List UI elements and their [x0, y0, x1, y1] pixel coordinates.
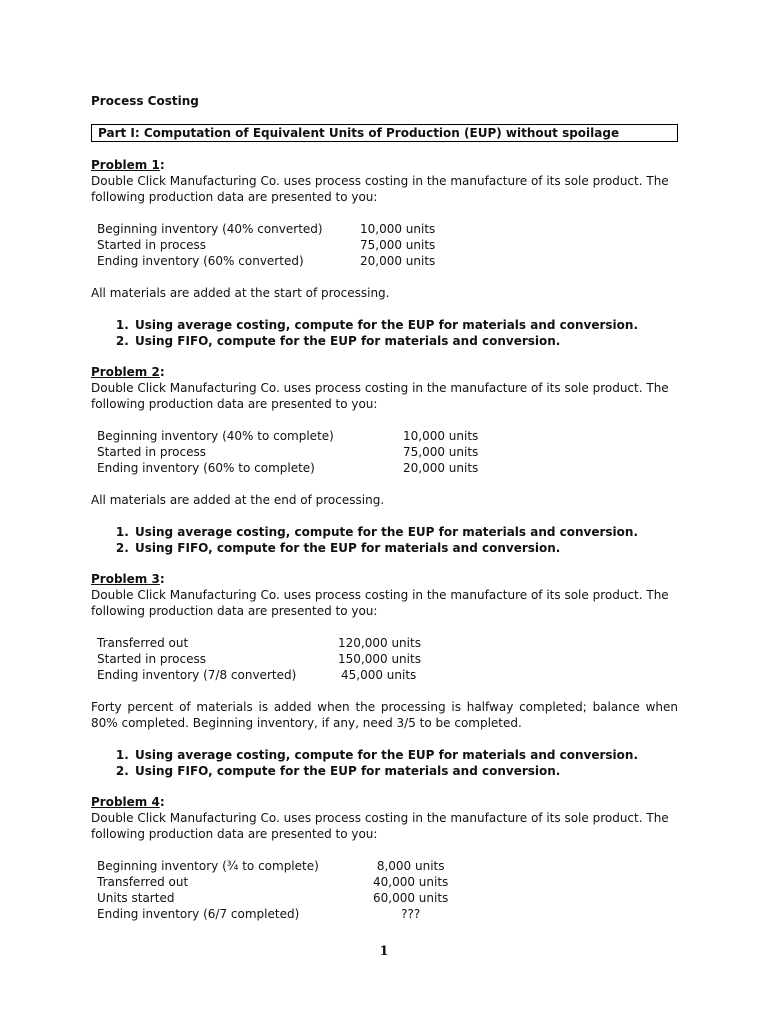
row-label: Units started: [97, 891, 175, 905]
problem-1: [91, 157, 678, 349]
task-list: [91, 317, 678, 349]
table-row: [97, 237, 435, 253]
table-row: [97, 890, 448, 906]
production-data-table: [97, 635, 421, 683]
list-item: 2. Using FIFO, compute for the EUP for materials and conversion.: [133, 763, 678, 779]
problem-heading: Problem 1:: [91, 158, 165, 172]
problem-2: [91, 364, 678, 556]
row-value: ???: [401, 907, 421, 921]
row-label: Ending inventory (7/8 converted): [97, 668, 297, 682]
row-value: 20,000 units: [360, 254, 436, 268]
row-value: 20,000 units: [403, 461, 479, 475]
list-item: 1. Using average costing, compute for the EUP for materials and conversion.: [133, 747, 678, 763]
problem-heading: Problem 3:: [91, 572, 165, 586]
part-heading: Part I: Computation of Equivalent Units of Production (EUP) without spoilage: [91, 124, 678, 142]
problem-4: [91, 794, 678, 922]
document-page: [91, 93, 678, 922]
row-label: Transferred out: [97, 636, 189, 650]
row-value: 75,000 units: [403, 445, 479, 459]
table-row: [97, 635, 421, 651]
row-value: 45,000 units: [341, 668, 417, 682]
problem-note: Forty percent of materials is added when the processing is halfway completed; balance when 80% completed. Beginning inventory, if any, need 3/5 to be completed.: [91, 700, 678, 730]
row-value: 75,000 units: [360, 238, 436, 252]
task-list: [91, 747, 678, 779]
list-item: 2. Using FIFO, compute for the EUP for materials and conversion.: [133, 333, 678, 349]
row-value: 150,000 units: [338, 652, 421, 666]
production-data-table: [97, 858, 448, 922]
row-value: 60,000 units: [373, 891, 449, 905]
table-row: [97, 221, 435, 237]
row-label: Ending inventory (60% to complete): [97, 461, 315, 475]
row-value: 120,000 units: [338, 636, 421, 650]
table-row: [97, 874, 448, 890]
production-data-table: [97, 221, 435, 269]
list-item: 1. Using average costing, compute for the EUP for materials and conversion.: [133, 524, 678, 540]
problem-heading: Problem 4:: [91, 795, 165, 809]
row-value: 40,000 units: [373, 875, 449, 889]
problem-3: [91, 571, 678, 779]
list-item: 2. Using FIFO, compute for the EUP for materials and conversion.: [133, 540, 678, 556]
table-row: [97, 460, 478, 476]
problem-intro: Double Click Manufacturing Co. uses process costing in the manufacture of its sole product. The following production data are presented to you:: [91, 588, 669, 618]
row-value: 10,000 units: [403, 429, 479, 443]
problem-heading: Problem 2:: [91, 365, 165, 379]
row-label: Started in process: [97, 445, 206, 459]
row-value: 10,000 units: [360, 222, 436, 236]
production-data-table: [97, 428, 478, 476]
table-row: [97, 253, 435, 269]
problem-note: All materials are added at the end of processing.: [91, 493, 385, 507]
row-label: Started in process: [97, 652, 206, 666]
row-label: Started in process: [97, 238, 206, 252]
list-item: 1. Using average costing, compute for the EUP for materials and conversion.: [133, 317, 678, 333]
row-value: 8,000 units: [376, 859, 445, 873]
document-title: Process Costing: [91, 94, 199, 108]
problem-intro: Double Click Manufacturing Co. uses process costing in the manufacture of its sole product. The following production data are presented to you:: [91, 811, 669, 841]
row-label: Beginning inventory (40% converted): [97, 222, 323, 236]
problem-intro: Double Click Manufacturing Co. uses process costing in the manufacture of its sole product. The following production data are presented to you:: [91, 174, 669, 204]
row-label: Beginning inventory (¾ to complete): [97, 859, 319, 873]
table-row: [97, 444, 478, 460]
problem-intro: Double Click Manufacturing Co. uses process costing in the manufacture of its sole product. The following production data are presented to you:: [91, 381, 669, 411]
row-label: Transferred out: [97, 875, 189, 889]
table-row: [97, 667, 421, 683]
row-label: Ending inventory (60% converted): [97, 254, 304, 268]
table-row: [97, 858, 448, 874]
table-row: [97, 906, 448, 922]
table-row: [97, 651, 421, 667]
page-number: 1: [379, 944, 389, 959]
problem-note: All materials are added at the start of processing.: [91, 286, 390, 300]
row-label: Beginning inventory (40% to complete): [97, 429, 334, 443]
row-label: Ending inventory (6/7 completed): [97, 907, 300, 921]
task-list: [91, 524, 678, 556]
table-row: [97, 428, 478, 444]
